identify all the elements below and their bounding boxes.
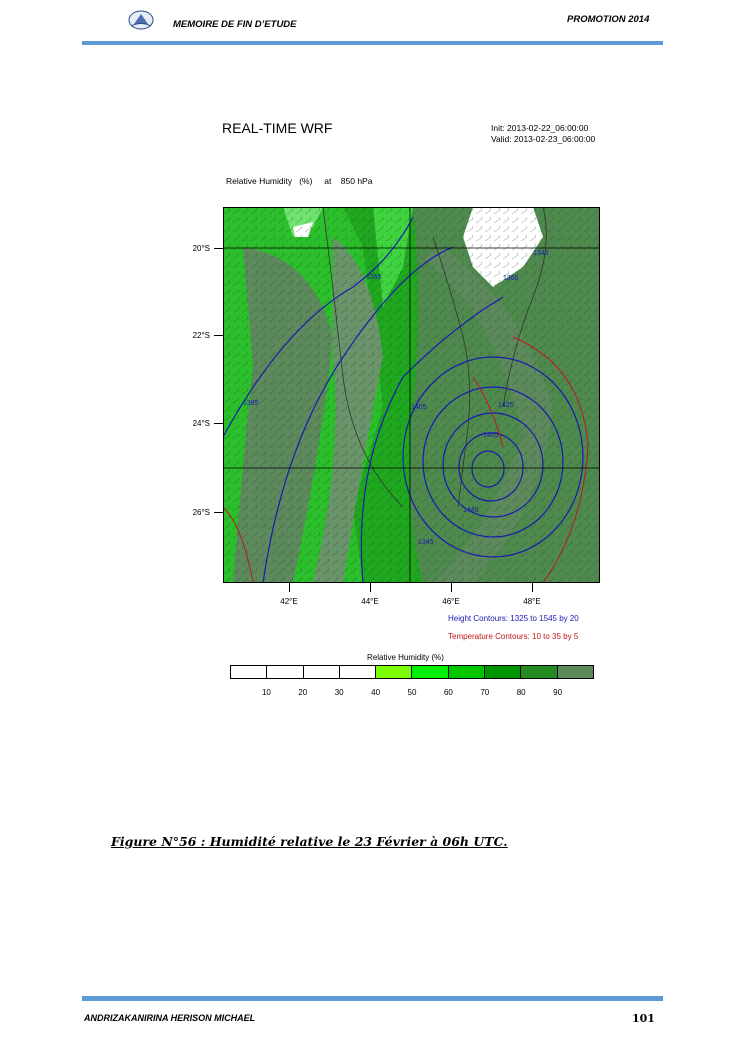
wrf-map (223, 207, 600, 583)
lat-tick (214, 423, 223, 424)
colorbar-tick-label: 50 (407, 688, 417, 697)
footer-rule (82, 996, 663, 1001)
lon-label: 42°E (280, 597, 298, 606)
lat-label: 26°S (192, 508, 210, 517)
init-time: Init: 2013-02-22_06:00:00 (491, 123, 589, 133)
temp-contours-note: Temperature Contours: 10 to 35 by 5 (448, 632, 579, 641)
colorbar-tick-label: 70 (480, 688, 490, 697)
lon-tick (532, 583, 533, 592)
header-promotion: PROMOTION 2014 (567, 14, 650, 25)
page-number: 101 (632, 1012, 655, 1025)
colorbar-swatch (557, 666, 593, 678)
colorbar-tick-label: 30 (334, 688, 344, 697)
colorbar-swatch (484, 666, 520, 678)
lat-tick (214, 512, 223, 513)
colorbar-tick-label: 80 (516, 688, 526, 697)
school-logo-icon (128, 9, 154, 31)
figure-title: REAL-TIME WRF (222, 120, 333, 136)
colorbar-tick-label: 10 (261, 688, 271, 697)
colorbar-tick-label: 60 (443, 688, 453, 697)
contour-label: 1365 (503, 275, 519, 282)
figure-timestamps (491, 123, 595, 145)
colorbar-swatch (231, 666, 266, 678)
lat-tick (214, 248, 223, 249)
contour-label: 1345 (418, 539, 434, 546)
lat-label: 24°S (192, 419, 210, 428)
colorbar-swatch (375, 666, 411, 678)
height-contours-note: Height Contours: 1325 to 1545 by 20 (448, 614, 579, 623)
lat-label: 22°S (192, 331, 210, 340)
header-title: MEMOIRE DE FIN D’ETUDE (173, 19, 297, 30)
contour-label: 1445 (463, 507, 479, 514)
colorbar-title: Relative Humidity (%) (367, 653, 444, 662)
contour-label: 1405 (411, 404, 427, 411)
footer-author: ANDRIZAKANIRINA HERISON MICHAEL (84, 1013, 256, 1023)
contour-label: 1405 (483, 432, 499, 439)
colorbar-tick-label: 90 (553, 688, 563, 697)
lon-tick (451, 583, 452, 592)
colorbar-swatch (303, 666, 339, 678)
colorbar-swatch (339, 666, 375, 678)
contour-label: 1345 (533, 250, 549, 257)
lon-label: 48°E (523, 597, 541, 606)
contour-label: 1425 (498, 402, 514, 409)
colorbar (230, 665, 594, 679)
header-rule (82, 41, 663, 45)
lon-tick (289, 583, 290, 592)
variable-line: Relative Humidity (%) at 850 hPa (226, 176, 373, 186)
contour-label: 1365 (366, 274, 382, 281)
contour-label: 1385 (243, 400, 259, 407)
valid-time: Valid: 2013-02-23_06:00:00 (491, 134, 596, 144)
colorbar-swatch (266, 666, 302, 678)
lat-label: 20°S (192, 244, 210, 253)
colorbar-tick-label: 40 (371, 688, 381, 697)
lon-tick (370, 583, 371, 592)
lat-tick (214, 335, 223, 336)
colorbar-tick-label: 20 (298, 688, 308, 697)
colorbar-swatch (411, 666, 447, 678)
figure-caption: Figure N°56 : Humidité relative le 23 Février à 06h UTC. (111, 834, 508, 849)
colorbar-swatch (448, 666, 484, 678)
lon-label: 44°E (361, 597, 379, 606)
colorbar-swatch (520, 666, 556, 678)
lon-label: 46°E (442, 597, 460, 606)
